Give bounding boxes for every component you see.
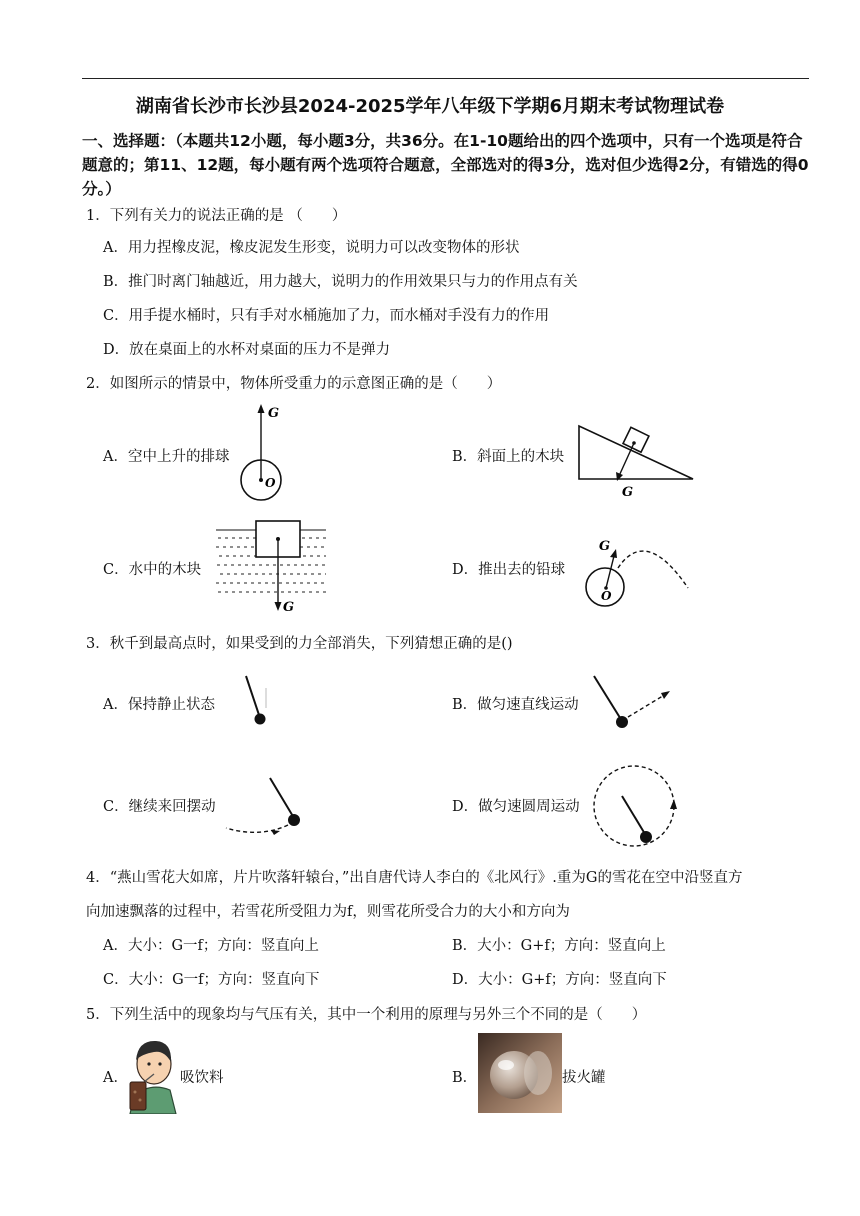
- center-point: [259, 478, 263, 482]
- gravity-arrowhead: [610, 549, 617, 558]
- g-label: G: [283, 600, 295, 615]
- swing-straight-line-figure: [588, 668, 674, 736]
- swing-rope: [594, 676, 622, 721]
- q1-option-b[interactable]: B．推门时离门轴越近，用力越大，说明力的作用效果只与力的作用点有关: [103, 274, 578, 290]
- q5-option-b-letter[interactable]: B．: [452, 1070, 478, 1086]
- swing-static-figure: [236, 668, 272, 732]
- swing-ball: [288, 814, 300, 826]
- q1-stem: 1．下列有关力的说法正确的是 （ ）: [86, 208, 347, 224]
- cupping-jar-image: [478, 1033, 562, 1113]
- volleyball-figure: [232, 400, 292, 510]
- page-title: 湖南省长沙市长沙县2024-2025学年八年级下学期6月期末考试物理试卷: [135, 96, 725, 117]
- straight-path-dashed: [628, 694, 666, 717]
- incline-block-figure: [576, 416, 698, 502]
- swing-ball: [255, 714, 266, 725]
- swing-circle-figure: [590, 762, 680, 850]
- swing-ball: [640, 831, 652, 843]
- g-label: G: [599, 539, 611, 554]
- q4-stem-line2: 向加速飘落的过程中，若雪花所受阻力为f，则雪花所受合力的大小和方向为: [86, 904, 570, 920]
- q2-option-a[interactable]: A．空中上升的排球: [103, 449, 230, 465]
- boy-drinking-image: [124, 1034, 180, 1114]
- header-rule: [82, 78, 809, 79]
- shot-put-figure: [578, 530, 694, 612]
- q4-option-c[interactable]: C．大小：G一f；方向：竖直向下: [103, 972, 320, 988]
- swing-rope: [622, 796, 645, 834]
- q1-option-d[interactable]: D．放在桌面上的水杯对桌面的压力不是弹力: [103, 342, 391, 358]
- block-in-water-figure: [214, 518, 334, 614]
- section-heading: 一、选择题：（本题共12小题，每小题3分，共36分。在1-10题给出的四个选项中，只有一个选项是符合题意的；第11、12题，每小题有两个选项符合题意，全部选对的得3分，选对但少选得2分，有错选的得0分。）: [82, 132, 809, 198]
- q3-stem: 3．秋千到最高点时，如果受到的力全部消失，下列猜想正确的是(): [86, 636, 513, 652]
- q5-option-a-letter[interactable]: A．: [103, 1070, 128, 1086]
- circle-arrowhead: [670, 799, 677, 809]
- q4-option-a[interactable]: A．大小：G一f；方向：竖直向上: [103, 938, 319, 954]
- q2-option-b[interactable]: B．斜面上的木块: [452, 449, 565, 465]
- arc-arrowhead: [271, 830, 280, 835]
- gravity-arrowhead: [258, 404, 265, 413]
- second-jar: [524, 1051, 552, 1095]
- q3-option-b[interactable]: B．做匀速直线运动: [452, 697, 579, 713]
- gravity-arrowhead: [275, 602, 282, 611]
- swing-rope: [270, 778, 294, 818]
- q2-option-c[interactable]: C．水中的木块: [103, 562, 202, 578]
- swing-rope: [246, 676, 260, 718]
- circle-path-dashed: [594, 766, 674, 846]
- q5-option-b-label[interactable]: 拔火罐: [562, 1070, 606, 1086]
- swing-ball: [616, 716, 628, 728]
- q4-stem-line1: 4．“燕山雪花大如席，片片吹落轩辕台，”出自唐代诗人李白的《北风行》.重为G的雪花在空中沿竖直方: [86, 870, 743, 886]
- trajectory-dashed: [618, 551, 688, 588]
- q5-stem: 5．下列生活中的现象均与气压有关，其中一个利用的原理与另外三个不同的是（ ）: [86, 1007, 647, 1023]
- q1-option-a[interactable]: A．用力捏橡皮泥，橡皮泥发生形变，说明力可以改变物体的形状: [103, 240, 520, 256]
- gravity-arrow-line: [606, 556, 614, 588]
- o-label: O: [265, 476, 276, 490]
- glass-highlight: [498, 1060, 514, 1070]
- g-label: G: [268, 406, 280, 421]
- q1-option-c[interactable]: C．用手提水桶时，只有手对水桶施加了力，而水桶对手没有力的作用: [103, 308, 550, 324]
- q4-option-d[interactable]: D．大小：G+f；方向：竖直向下: [452, 972, 667, 988]
- q5-option-a-label[interactable]: 吸饮料: [180, 1070, 224, 1086]
- g-label: G: [622, 485, 634, 500]
- swing-oscillate-figure: [220, 770, 306, 836]
- q3-option-a[interactable]: A．保持静止状态: [103, 697, 215, 713]
- center-point: [632, 441, 636, 445]
- drink-cup: [130, 1082, 146, 1110]
- o-label: O: [601, 589, 612, 603]
- q4-option-b[interactable]: B．大小：G+f；方向：竖直向上: [452, 938, 666, 954]
- q2-stem: 2．如图所示的情景中，物体所受重力的示意图正确的是（ ）: [86, 376, 502, 392]
- q3-option-c[interactable]: C．继续来回摆动: [103, 799, 216, 815]
- q3-option-d[interactable]: D．做匀速圆周运动: [452, 799, 580, 815]
- path-arrowhead: [661, 691, 670, 699]
- q2-option-d[interactable]: D．推出去的铅球: [452, 562, 566, 578]
